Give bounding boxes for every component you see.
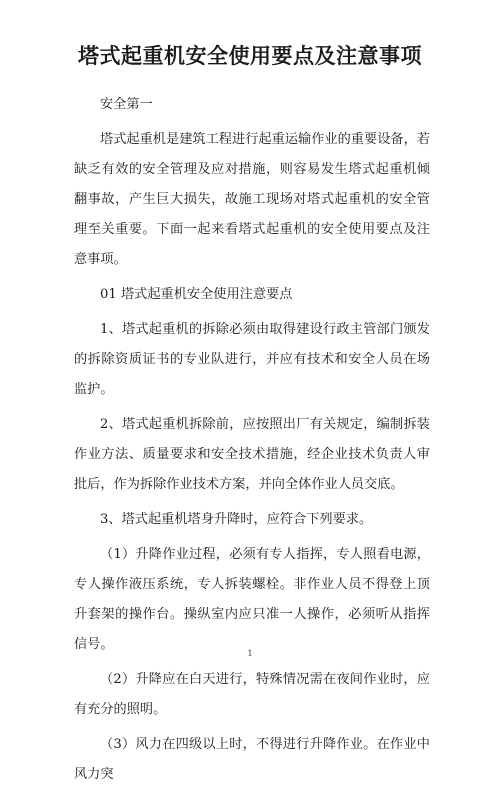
- paragraph-safety-first: 安全第一: [100, 97, 153, 112]
- section-heading-01: 01 塔式起重机安全使用注意要点: [100, 287, 293, 302]
- paragraph-item-1: 1、塔式起重机的拆除必须由取得建设行政主管部门颁发的拆除资质证书的专业队进行，并应有技术和安全人员在场监护。: [74, 322, 430, 397]
- document-body: [74, 90, 430, 790]
- paragraph-sub-2: （2）升降应在白天进行，特殊情况需在夜间作业时，应有充分的照明。: [74, 672, 430, 717]
- paragraph-sub-3: （3）风力在四级以上时，不得进行升降作业。在作业中风力突: [74, 737, 430, 782]
- document-title: 塔式起重机安全使用要点及注意事项: [78, 43, 422, 68]
- paragraph-item-3: 3、塔式起重机塔身升降时，应符合下列要求。: [100, 512, 373, 527]
- paragraph-item-2: 2、塔式起重机拆除前，应按照出厂有关规定，编制拆装作业方法、质量要求和安全技术措施，经企业技术负责人审批后，作为拆除作业技术方案，并向全体作业人员交底。: [74, 417, 430, 492]
- paragraph-sub-1: （1）升降作业过程，必须有专人指挥，专人照看电源，专人操作液压系统，专人拆装螺栓。非作业人员不得登上顶升套架的操作台。操纵室内应只准一人操作，必须听从指挥信号。: [74, 547, 430, 652]
- paragraph-intro: 塔式起重机是建筑工程进行起重运输作业的重要设备，若缺乏有效的安全管理及应对措施，则容易发生塔式起重机倾翻事故，产生巨大损失，故施工现场对塔式起重机的安全管理至关重要。下面一起来看塔式起重机的安全使用要点及注意事项。: [74, 132, 430, 267]
- page-number: 1: [247, 649, 253, 658]
